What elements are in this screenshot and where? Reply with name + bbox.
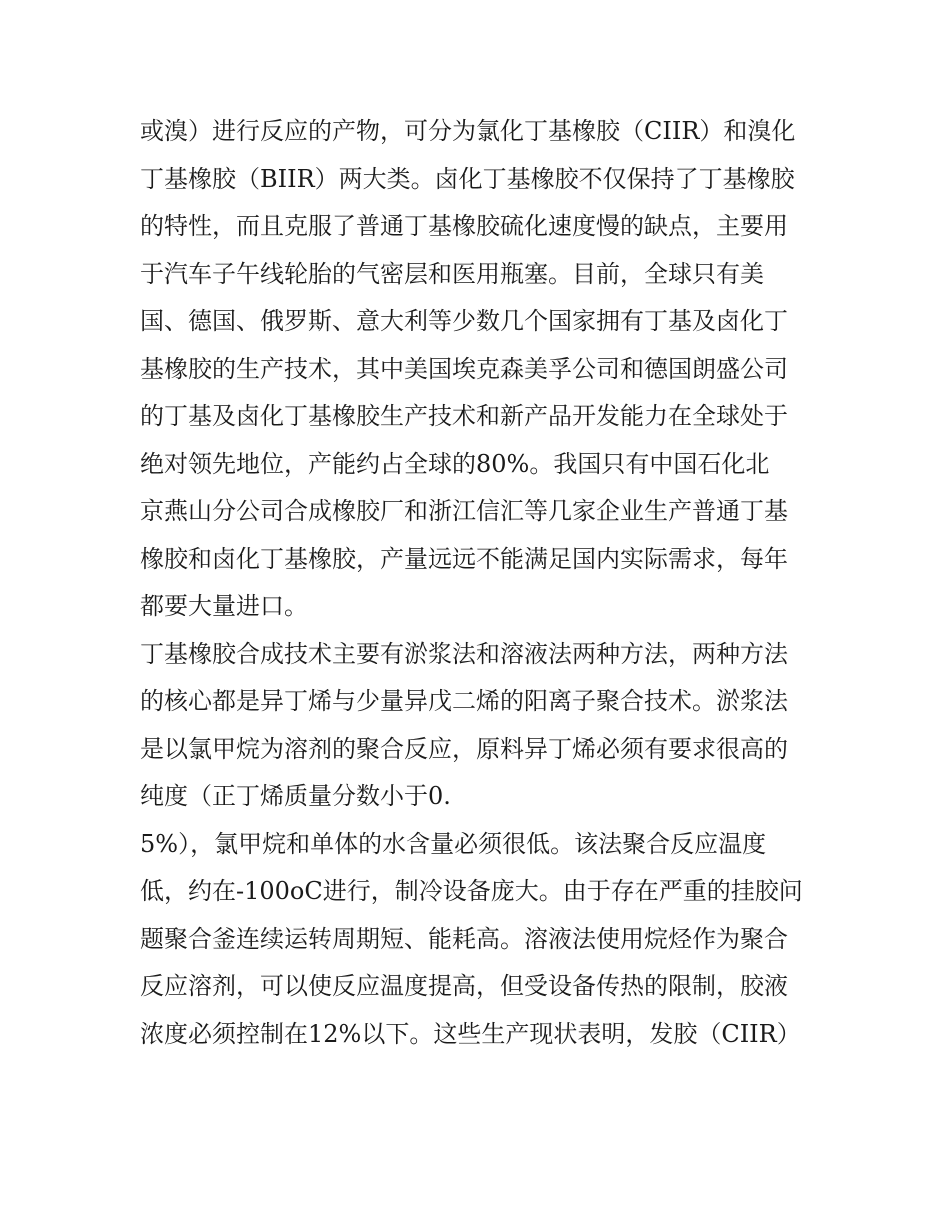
text-line: 的特性，而且克服了普通丁基橡胶硫化速度慢的缺点，主要用 bbox=[140, 212, 788, 240]
text-line: 绝对领先地位，产能约占全球的80%。我国只有中国石化北 bbox=[140, 449, 770, 478]
text-line: 题聚合釜连续运转周期短、能耗高。溶液法使用烷烃作为聚合 bbox=[140, 924, 788, 953]
paragraph-2 bbox=[140, 631, 820, 821]
text-line: 于汽车子午线轮胎的气密层和医用瓶塞。目前，全球只有美 bbox=[140, 259, 764, 288]
text-line: 丁基橡胶合成技术主要有淤浆法和溶液法两种方法，两种方法 bbox=[140, 639, 788, 668]
text-line: 低，约在-100oC进行，制冷设备庞大。由于存在严重的挂胶问 bbox=[140, 877, 803, 905]
text-line: 都要大量进口。 bbox=[140, 592, 308, 620]
text-line: 是以氯甲烷为溶剂的聚合反应，原料异丁烯必须有要求很高的 bbox=[140, 734, 788, 763]
text-line: 京燕山分公司合成橡胶厂和浙江信汇等几家企业生产普通丁基 bbox=[140, 497, 788, 525]
paragraph-3 bbox=[140, 821, 820, 1059]
text-line: 的核心都是异丁烯与少量异戊二烯的阳离子聚合技术。淤浆法 bbox=[140, 687, 788, 715]
text-line: 反应溶剂，可以使反应温度提高，但受设备传热的限制，胶液 bbox=[140, 972, 788, 1000]
text-line: 丁基橡胶（BIIR）两大类。卤化丁基橡胶不仅保持了丁基橡胶 bbox=[140, 164, 795, 193]
text-line: 浓度必须控制在12%以下。这些生产现状表明，发胶（CIIR） bbox=[140, 1019, 801, 1048]
text-line: 的丁基及卤化丁基橡胶生产技术和新产品开发能力在全球处于 bbox=[140, 402, 788, 430]
document-body bbox=[140, 108, 820, 1058]
text-line: 国、德国、俄罗斯、意大利等少数几个国家拥有丁基及卤化丁 bbox=[140, 307, 788, 335]
text-line: 纯度（正丁烯质量分数小于0. bbox=[140, 782, 451, 810]
text-line: 5%），氯甲烷和单体的水含量必须很低。该法聚合反应温度 bbox=[140, 829, 767, 858]
text-line: 或溴）进行反应的产物，可分为氯化丁基橡胶（CIIR）和溴化 bbox=[140, 117, 796, 145]
text-line: 基橡胶的生产技术，其中美国埃克森美孚公司和德国朗盛公司 bbox=[140, 354, 788, 383]
paragraph-1 bbox=[140, 108, 820, 631]
text-line: 橡胶和卤化丁基橡胶，产量远远不能满足国内实际需求，每年 bbox=[140, 544, 788, 573]
